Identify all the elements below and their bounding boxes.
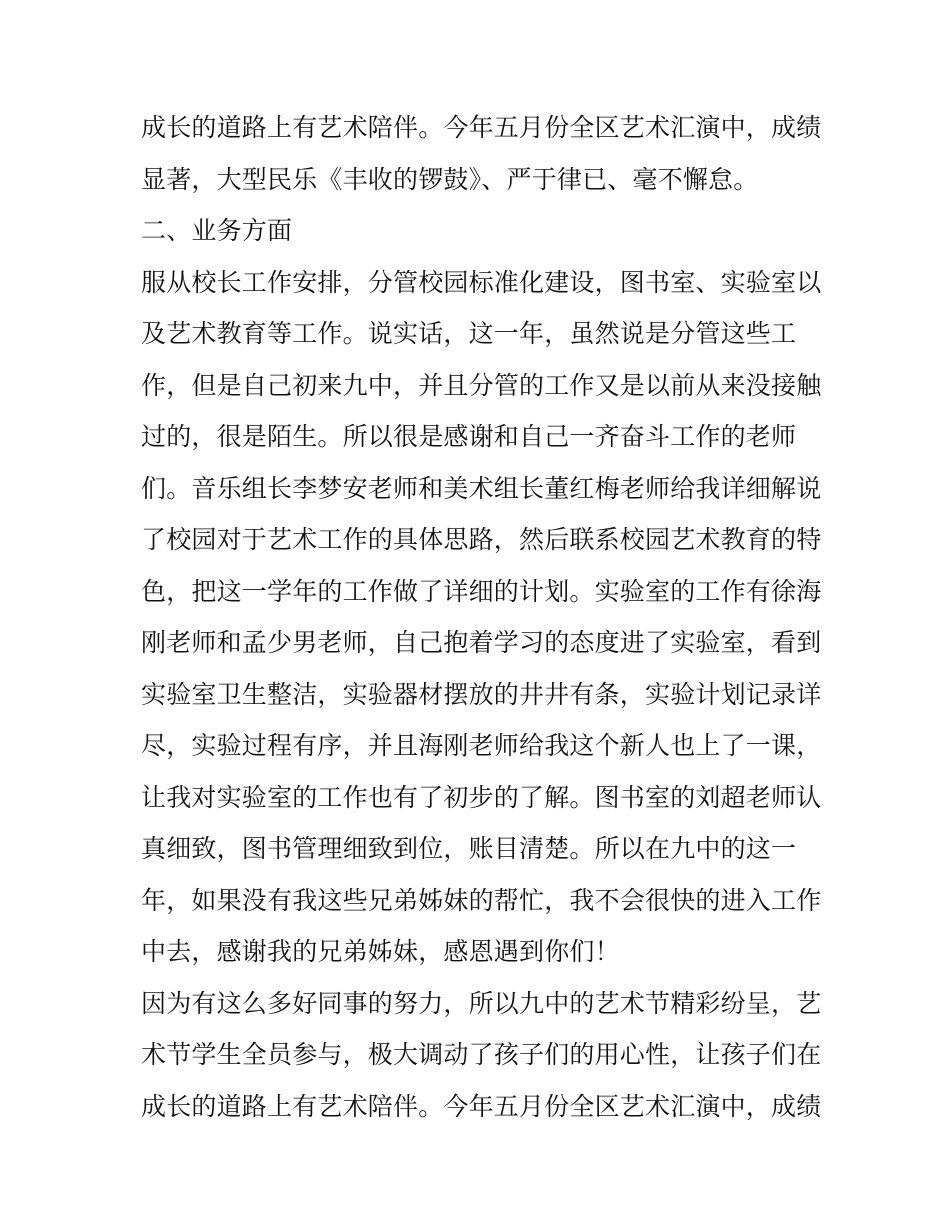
text-line: 们。音乐组长李梦安老师和美术组长董红梅老师给我详细解说 (141, 474, 822, 503)
text-line: 年，如果没有我这些兄弟姊妹的帮忙，我不会很快的进入工作 (141, 886, 822, 915)
text-line: 实验室卫生整洁，实验器材摆放的井井有条，实验计划记录详 (141, 680, 822, 709)
text-line: 服从校长工作安排，分管校园标准化建设，图书室、实验室以 (141, 268, 822, 297)
section-heading: 二、业务方面 (141, 216, 293, 245)
text-line: 色，把这一学年的工作做了详细的计划。实验室的工作有徐海 (141, 577, 822, 606)
text-line: 尽，实验过程有序，并且海刚老师给我这个新人也上了一课， (141, 731, 822, 760)
text-line: 成长的道路上有艺术陪伴。今年五月份全区艺术汇演中，成绩 (141, 1092, 822, 1121)
text-line: 及艺术教育等工作。说实话，这一年，虽然说是分管这些工 (141, 319, 797, 348)
text-line: 术节学生全员参与，极大调动了孩子们的用心性，让孩子们在 (141, 1040, 822, 1069)
text-line: 作，但是自己初来九中，并且分管的工作又是以前从来没接触 (141, 371, 822, 400)
text-line: 成长的道路上有艺术陪伴。今年五月份全区艺术汇演中，成绩 (141, 113, 822, 142)
text-line: 让我对实验室的工作也有了初步的了解。图书室的刘超老师认 (141, 783, 822, 812)
text-line: 因为有这么多好同事的努力，所以九中的艺术节精彩纷呈，艺 (141, 989, 822, 1018)
text-line: 真细致，图书管理细致到位，账目清楚。所以在九中的这一 (141, 834, 797, 863)
text-line: 中去，感谢我的兄弟姊妹，感恩遇到你们！ (141, 937, 620, 966)
text-line: 刚老师和孟少男老师，自己抱着学习的态度进了实验室，看到 (141, 628, 822, 657)
text-line: 过的，很是陌生。所以很是感谢和自己一齐奋斗工作的老师 (141, 422, 797, 451)
text-line: 显著，大型民乐《丰收的锣鼓》、严于律已、毫不懈怠。 (141, 165, 759, 194)
text-line: 了校园对于艺术工作的具体思路，然后联系校园艺术教育的特 (141, 525, 822, 554)
